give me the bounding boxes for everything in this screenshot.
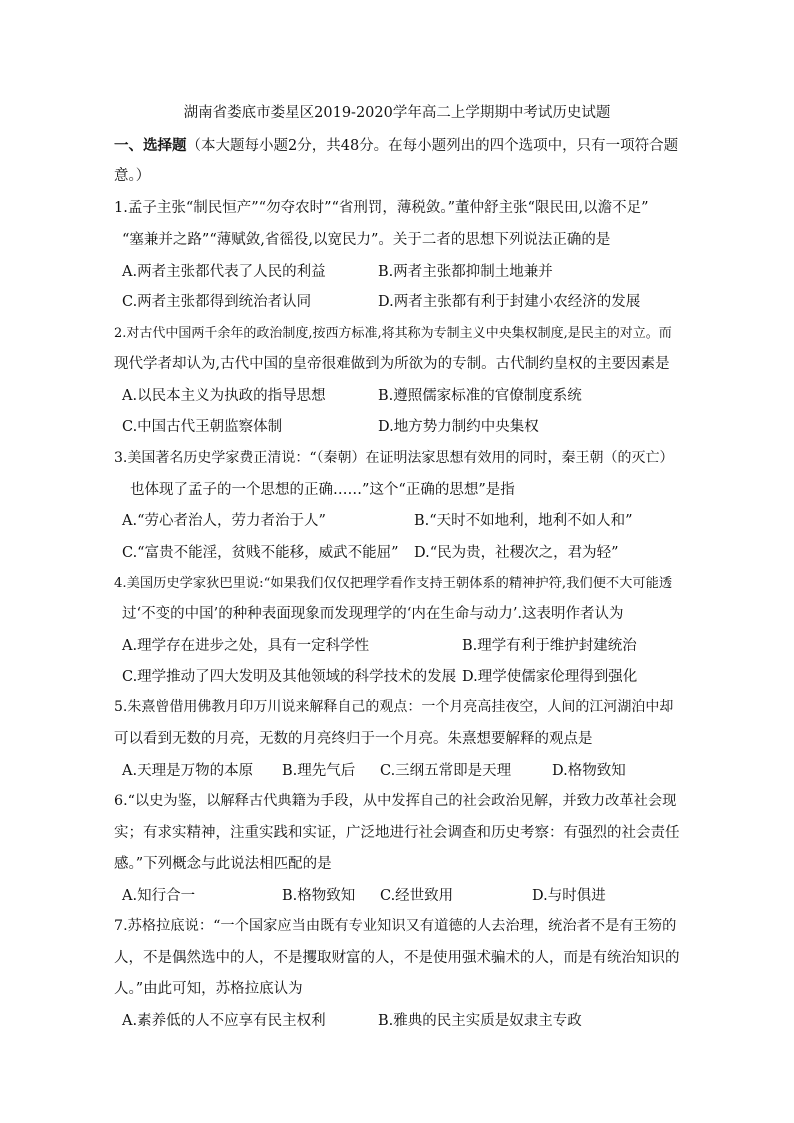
question-3-option-c: C.“富贵不能淫，贫贱不能移，威武不能屈” bbox=[122, 545, 399, 561]
question-2-option-b: B.遵照儒家标准的官僚制度系统 bbox=[378, 388, 582, 404]
question-6-line-1: 6.“以史为鉴，以解释古代典籍为手段，从中发挥自己的社会政治见解，并致力改革社会现 bbox=[114, 793, 677, 809]
question-1-option-b: B.两者主张都抑制土地兼并 bbox=[378, 264, 553, 280]
question-1-option-c: C.两者主张都得到统治者认同 bbox=[122, 294, 312, 310]
question-1-option-d: D.两者主张都有利于封建小农经济的发展 bbox=[378, 294, 641, 310]
section-intro-line-1 bbox=[114, 134, 678, 155]
question-5-option-d: D.格物致知 bbox=[552, 763, 626, 779]
question-2-option-a: A.以民本主义为执政的指导思想 bbox=[122, 388, 326, 404]
page-title: 湖南省娄底市娄星区2019-2020学年高二上学期期中考试历史试题 bbox=[183, 105, 611, 121]
question-5-line-2: 可以看到无数的月亮，无数的月亮终归于一个月亮。朱熹想要解释的观点是 bbox=[114, 731, 593, 747]
question-4-option-c: C.理学推动了四大发明及其他领域的科学技术的发展 bbox=[122, 669, 457, 685]
question-7-option-b: B.雅典的民主实质是奴隶主专政 bbox=[378, 1013, 582, 1029]
question-7-line-2: 人，不是偶然选中的人，不是攫取财富的人，不是使用强术骗术的人，而是有统治知识的 bbox=[114, 950, 680, 966]
question-2-option-d: D.地方势力制约中央集权 bbox=[378, 419, 539, 435]
question-3-option-d: D.“民为贵，社稷次之，君为轻” bbox=[414, 545, 619, 561]
question-5-option-a: A.天理是万物的本原 bbox=[122, 763, 254, 779]
question-4-line-2: 过‘不变的中国’的种种表面现象而发现理学的‘内在生命与动力’.这表明作者认为 bbox=[122, 606, 624, 622]
question-4-option-d: D.理学使儒家伦理得到强化 bbox=[462, 669, 638, 685]
question-1-line-2: “塞兼并之路”“薄赋敛,省徭役,以宽民力”。关于二者的思想下列说法正确的是 bbox=[122, 232, 611, 248]
question-4-option-a: A.理学存在进步之处，具有一定科学性 bbox=[122, 638, 370, 654]
question-6-line-2: 实；有求实精神，注重实践和实证，广泛地进行社会调查和历史考察：有强烈的社会责任 bbox=[114, 825, 680, 841]
question-6-option-d: D.与时俱进 bbox=[532, 888, 606, 904]
question-7-option-a: A.素养低的人不应享有民主权利 bbox=[122, 1013, 326, 1029]
question-3-line-1: 3.美国著名历史学家费正清说：“（秦朝）在证明法家思想有效用的同时，秦王朝（的灭亡） bbox=[114, 450, 674, 466]
question-6-option-c: C.经世致用 bbox=[380, 888, 454, 904]
section-heading: 一、选择题 bbox=[114, 137, 187, 154]
question-2-line-2: 现代学者却认为,古代中国的皇帝很难做到为所欲为的专制。古代制约皇权的主要因素是 bbox=[114, 356, 670, 372]
question-5-line-1: 5.朱熹曾借用佛教月印万川说来解释自己的观点：一个月亮高挂夜空，人间的江河湖泊中却 bbox=[114, 699, 674, 715]
question-5-option-b: B.理先气后 bbox=[282, 763, 356, 779]
question-6-option-b: B.格物致知 bbox=[282, 888, 356, 904]
question-2-option-c: C.中国古代王朝监察体制 bbox=[122, 419, 283, 435]
section-intro-text: （本大题每小题2分，共48分。在每小题列出的四个选项中，只有一项符合题 bbox=[186, 138, 679, 154]
section-intro-line-2: 意。） bbox=[114, 168, 151, 184]
question-3-option-b: B.“天时不如地利，地利不如人和” bbox=[414, 513, 633, 529]
question-3-option-a: A.“劳心者治人，劳力者治于人” bbox=[122, 513, 326, 529]
question-7-line-1: 7.苏格拉底说：“一个国家应当由既有专业知识又有道德的人去治理，统治者不是有王笏的 bbox=[114, 918, 677, 934]
question-6-option-a: A.知行合一 bbox=[122, 888, 196, 904]
question-7-line-3: 人。”由此可知，苏格拉底认为 bbox=[114, 981, 303, 997]
question-3-line-2: 也体现了孟子的一个思想的正确……”这个“正确的思想”是指 bbox=[130, 482, 515, 498]
question-4-line-1: 4.美国历史学家狄巴里说:“如果我们仅仅把理学看作支持王朝体系的精神护符,我们便不大可能透 bbox=[114, 576, 673, 591]
question-1-option-a: A.两者主张都代表了人民的利益 bbox=[122, 264, 326, 280]
question-6-line-3: 感。”下列概念与此说法相匹配的是 bbox=[114, 856, 332, 872]
question-1-line-1: 1.孟子主张“制民恒产”“勿夺农时”“省刑罚，薄税敛。”董仲舒主张“限民田,以澹不足” bbox=[114, 200, 649, 216]
question-4-option-b: B.理学有利于维护封建统治 bbox=[462, 638, 637, 654]
question-5-option-c: C.三纲五常即是天理 bbox=[380, 763, 512, 779]
question-2-line-1: 2.对古代中国两千余年的政治制度,按西方标准,将其称为专制主义中央集权制度,是民主的对立。而 bbox=[114, 326, 672, 341]
